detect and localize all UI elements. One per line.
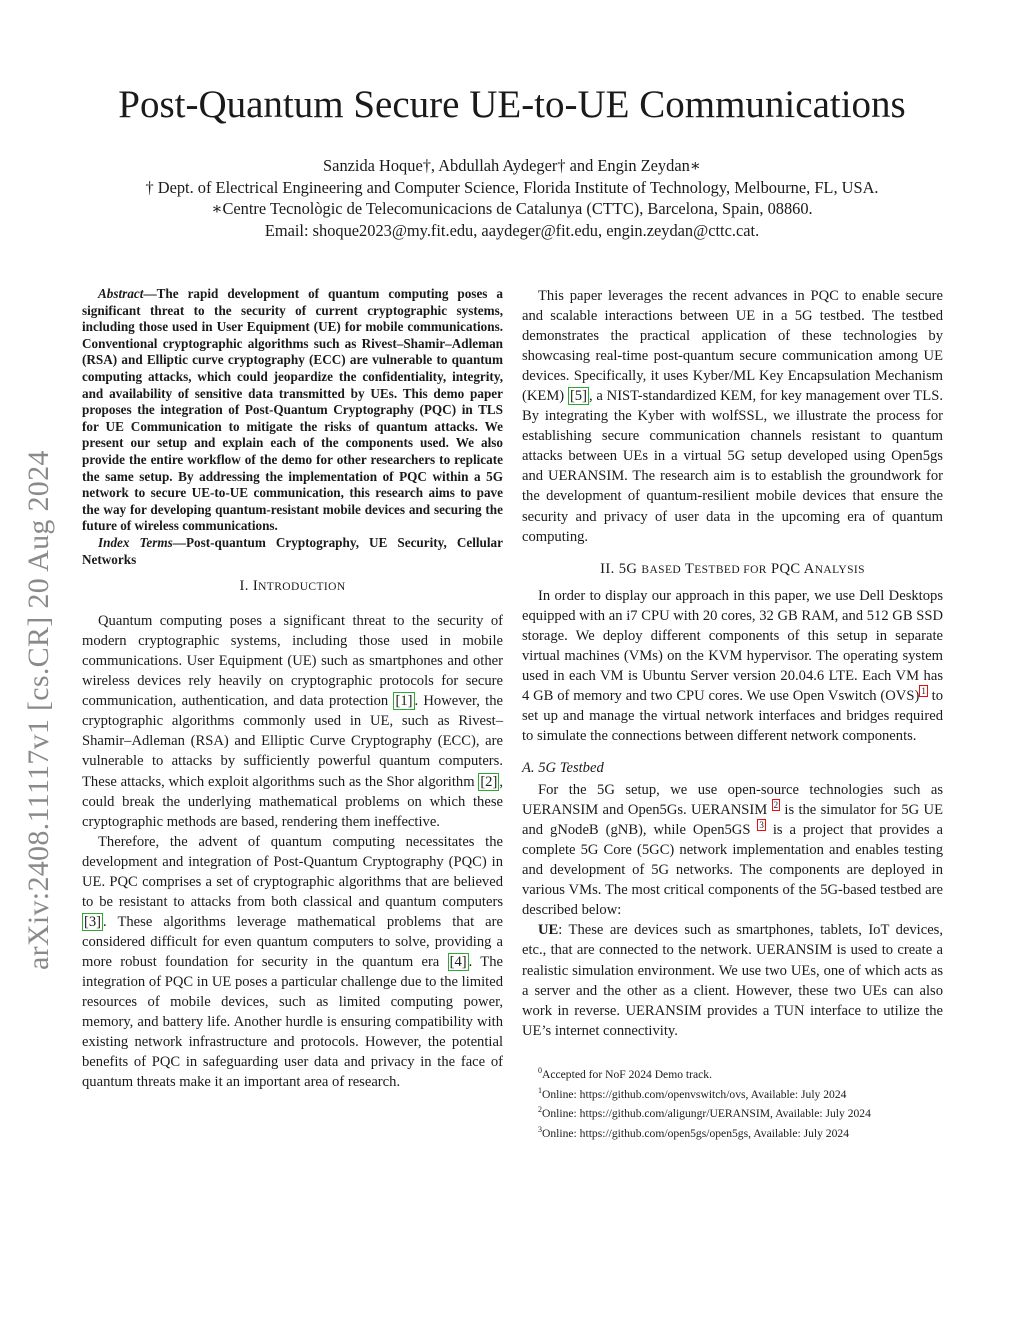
abstract-text: —The rapid development of quantum computing poses a significant threat to the security of current cryptographic systems, including those used in User Equipment (UE) for mobile communications. Conventional cryptographic algorithms such as Rivest–Shamir–Adleman (RSA) and Elliptic curve cryptography (ECC) are vulnerable to quantum computing attacks, which could jeopardize the confidentiality, integrity, and availability of sensitive data transmitted by UEs. This demo paper proposes the integration of Post-Quantum Cryptography (PQC) in TLS for UE Communication to mitigate the risks of quantum attacks. We present our setup and explain each of the components used. We also provide the entire workflow of the demo for other researchers to replicate the same setup. By addressing the implementation of PQC within a 5G network to secure UE-to-UE communication, this research aims to pave the way for developing quantum-resistant mobile devices and securing the future of wireless communications. — [82, 286, 503, 534]
citation-link[interactable]: [4] — [449, 953, 467, 970]
citation-link[interactable]: [1] — [395, 693, 413, 710]
arxiv-identifier: arXiv:2408.11117v1 [cs.CR] 20 Aug 2024 — [22, 450, 55, 970]
testbed-paragraph-2: For the 5G setup, we use open-source technologies such as UERANSIM and Open5Gs. UERANSIM $^2$ is the simulator for 5G UE and gNodeB (gNB), while Open5GS $^3$ is a project that provides a complete 5G Core (5GC) network implementation and enables testing and development of 5G networks. The components are deployed in various VMs. The most critical components of the 5G-based testbed are described below: — [522, 782, 943, 919]
left-column — [82, 286, 503, 1092]
footnote-link[interactable]: 1 — [921, 686, 926, 697]
affiliation-1: † Dept. of Electrical Engineering and Computer Science, Florida Institute of Technology, Melbourne, FL, USA. — [145, 177, 879, 197]
paper-title: Post-Quantum Secure UE-to-UE Communications — [118, 83, 906, 126]
section-heading-testbed: II. 5G BASED TESTBED FOR PQC ANALYSIS — [600, 560, 865, 577]
footnote: $^1$Online: https://github.com/openvswitch/ovs, Available: July 2024 — [538, 1085, 847, 1101]
citation-link[interactable]: [3] — [84, 913, 102, 930]
author-names: Sanzida Hoque†, Abdullah Aydeger† and Engin Zeydan∗ — [323, 156, 701, 175]
footnote-link[interactable]: 3 — [759, 820, 764, 831]
abstract-label: Abstract — [98, 286, 144, 301]
index-terms-label: Index Terms — [98, 534, 173, 550]
testbed-paragraph-1: In order to display our approach in this paper, we use Dell Desktops equipped with an i7 CPU with 20 cores, 32 GB RAM, and 512 GB SSD storage. We deploy different components of this setup in separate virtual machines (VMs) on the KVM hypervisor. The operating system used in each VM is Ubuntu Server version 20.04.6 LTE. Each VM has 4 GB of memory and two CPU cores. We use Open Vswitch (OVS) $^1$ to set up and manage the virtual network interfaces and bridges required to simulate the connections between different network components. — [522, 587, 944, 744]
section-heading-introduction: I. INTRODUCTION — [239, 578, 346, 595]
intro-paragraph-3: This paper leverages the recent advances in PQC to enable secure and scalable interactions between UE in a 5G testbed. The testbed demonstrates the practical application of these technologies by showcasing real-time post-quantum secure communication among UE devices. Specifically, it uses Kyber/ML Key Encapsulation Mechanism (KEM) [5] , a NIST-standardized KEM, for key management over TLS. By integrating the Kyber with wolfSSL, we illustrate the process for establishing secure communication channels resistant to quantum attacks between UEs in a virtual 5G setup developed using Open5gs and UERANSIM. The research aim is to establish the groundwork for the development of quantum-resilient mobile devices that ensure the security and privacy of user data in the upcoming era of quantum computing. — [522, 288, 943, 545]
subsection-heading-5g-testbed: A. 5G Testbed — [522, 760, 604, 777]
footnotes — [522, 1063, 943, 1142]
footnote-link[interactable]: 2 — [773, 800, 779, 811]
citation-link[interactable]: [5] — [569, 388, 587, 405]
intro-paragraph-1: Quantum computing poses a significant threat to the security of modern cryptographic systems, including those used in mobile communications. User Equipment (UE) such as smartphones and other wireless devices rely heavily on cryptographic protocols for secure communication, authentication, and data protection [1] . However, the cryptographic algorithms commonly used in UE, such as Rivest–Shamir–Adleman (RSA) and Elliptic Curve Cryptography (ECC), are vulnerable to attacks by sufficiently powerful quantum computers. These attacks, which exploit algorithms such as the Shor algorithm [2] , could break the underlying mathematical problems on which these cryptographic methods are based, rendering them ineffective. — [82, 613, 503, 830]
footnote: $^2$Online: https://github.com/aligungr/UERANSIM, Available: July 2024 — [538, 1105, 871, 1121]
citation-link[interactable]: [2] — [480, 773, 498, 790]
intro-paragraph-2: Therefore, the advent of quantum computing necessitates the development and integration of Post-Quantum Cryptography (PQC) in UE. PQC comprises a set of cryptographic algorithms that are believed to be resistant to attacks from both classical and quantum computers [3] . These algorithms leverage mathematical problems that are considered difficult for even quantum computers to solve, providing a more robust foundation for security in the quantum era [4] . The integration of PQC in UE poses a particular challenge due to the limited resources of mobile devices, such as limited computing power, memory, and battery life. Another hurdle is ensuring compatibility with existing network infrastructure and protocols. However, the potential benefits of PQC in safeguarding user data and privacy in the face of quantum threats make it an important area of research. — [82, 833, 503, 1091]
right-column — [522, 286, 943, 1142]
testbed-paragraph-ue: UE: These are devices such as smartphones, tablets, IoT devices, etc., that are connected to the network. UERANSIM is used to create a realistic simulation environment. We use two UEs, one of which acts as a server and the other as a client. However, these two UEs can also work in reverse. UERANSIM provides a TUN interface to utilize the UE’s internet connectivity. — [522, 922, 943, 1039]
footnote: $^3$Online: https://github.com/open5gs/open5gs, Available: July 2024 — [538, 1125, 849, 1141]
index-terms-text: —Post-quantum Cryptography, UE Security, Cellular Networks — [82, 534, 504, 567]
footnote: $^0$Accepted for NoF 2024 Demo track. — [538, 1065, 712, 1081]
author-emails: Email: shoque2023@my.fit.edu, aaydeger@fit.edu, engin.zeydan@cttc.cat. — [264, 220, 760, 240]
author-block — [0, 155, 1024, 241]
affiliation-2: ∗Centre Tecnològic de Telecomunicacions de Catalunya (CTTC), Barcelona, Spain, 08860. — [211, 199, 813, 218]
abstract — [82, 286, 503, 568]
